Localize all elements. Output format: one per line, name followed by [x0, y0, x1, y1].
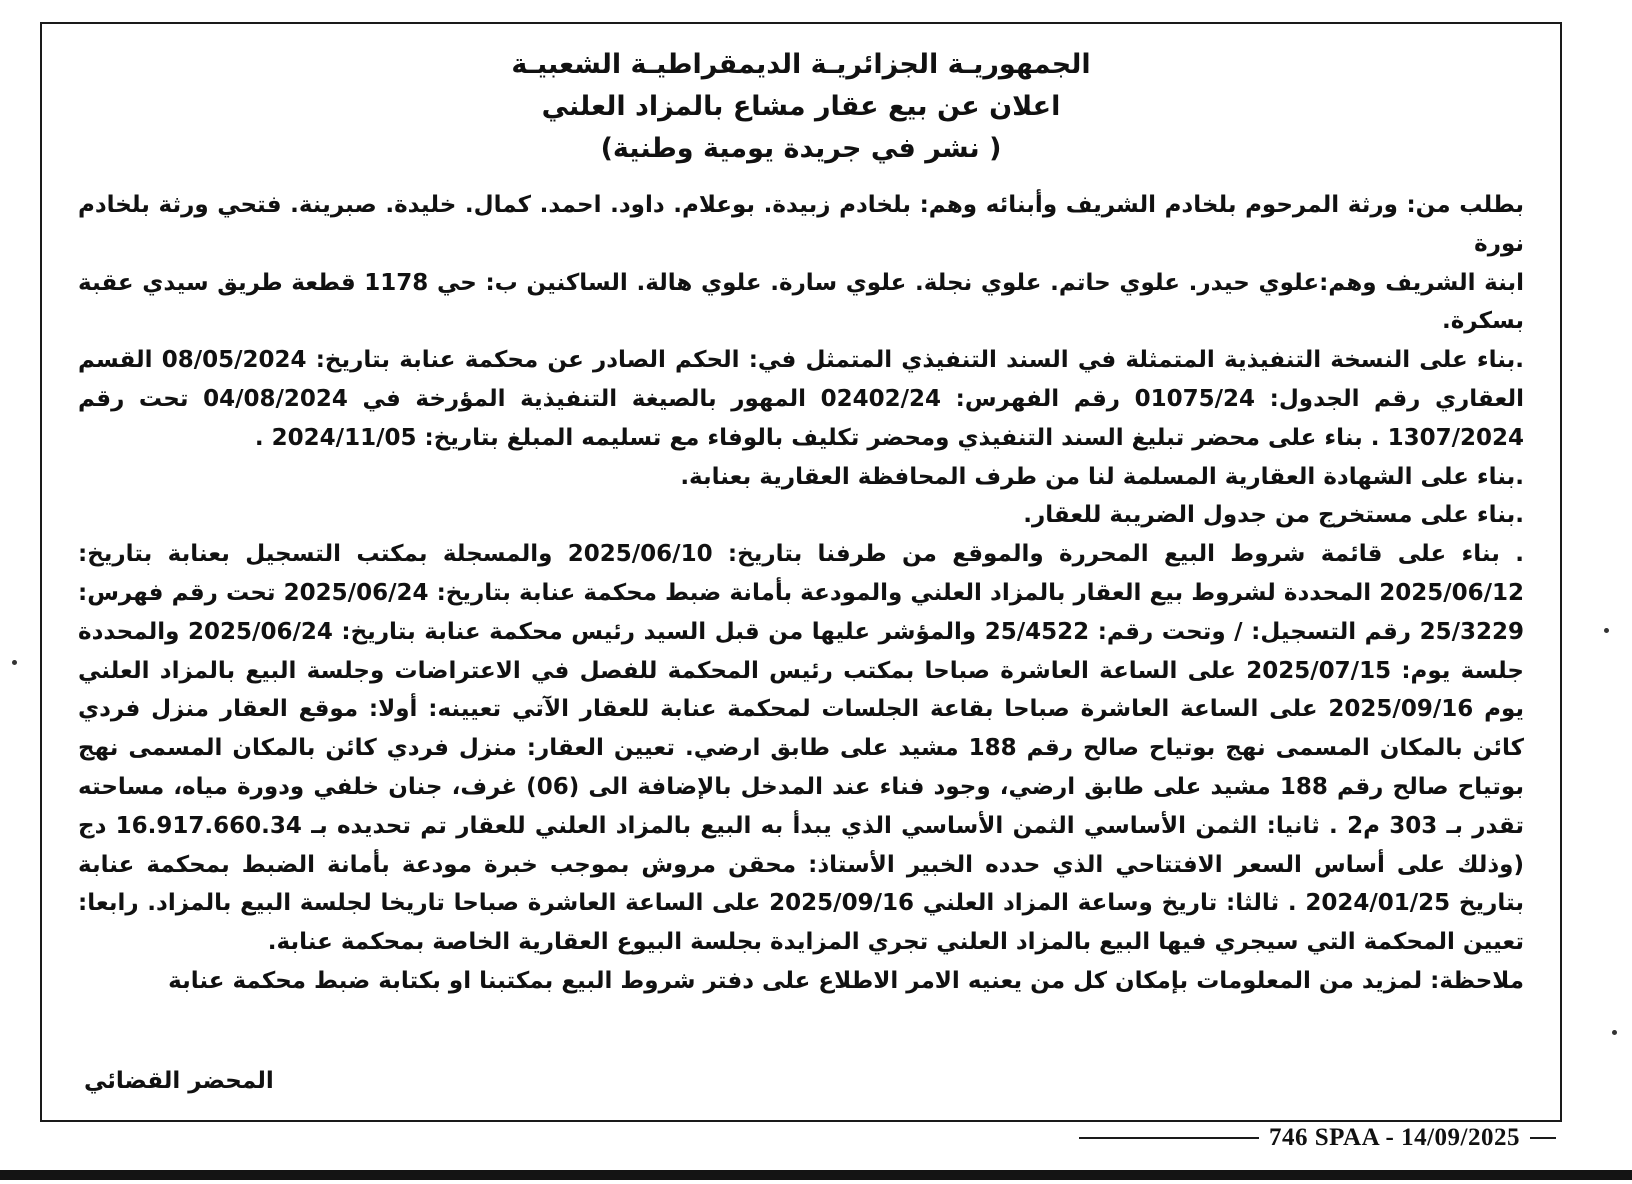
paragraph-heirs-address: ابنة الشريف وهم:علوي حيدر. علوي حاتم. علوي نجلة. علوي سارة. علوي هالة. الساكنين ب: حي 1178 قطعة طريق سيدي عقبة بسكرة. — [78, 269, 1524, 335]
header-title: اعلان عن بيع عقار مشاع بالمزاد العلني — [541, 91, 1061, 122]
paragraph-tax-extract: .بناء على مستخرج من جدول الضريبة للعقار. — [1023, 502, 1524, 529]
paragraph-sale-conditions: . بناء على قائمة شروط البيع المحررة والموقع من طرفنا بتاريخ: 2025/06/10 والمسجلة بمكتب التسجيل بعنابة بتاريخ: 2025/06/12 المحددة لشروط بيع العقار بالمزاد العلني والمودعة بأمانة ضبط محكمة عنابة بتاريخ: 2025/06/24 تحت رقم فهرس: 25/3229 رقم التسجيل: / وتحت رقم: 25/4522 والمؤشر عليها من قبل السيد رئيس محكمة عنابة بتاريخ: 2025/06/24 والمحددة جلسة يوم: 2025/07/15 على الساعة العاشرة صباحا بمكتب رئيس المحكمة للفصل في الاعتراضات وجلسة البيع بالمزاد العلني يوم 2025/09/16 على الساعة العاشرة صباحا بقاعة الجلسات لمحكمة عنابة للعقار الآتي تعيينه: أولا: موقع العقار منزل فردي كائن بالمكان المسمى نهج بوتياح صالح رقم 188 مشيد على طابق ارضي. تعيين العقار: منزل فردي كائن بالمكان المسمى نهج بوتياح صالح رقم 188 مشيد على طابق ارضي، وجود فناء عند المدخل بالإضافة الى (06) غرف، جنان خلفي ودورة مياه، مساحته تقدر بـ 303 م2 . ثانيا: الثمن الأساسي الثمن الأساسي الذي يبدأ به البيع بالمزاد العلني للعقار تم تحديده بـ 16.917.660.34 دج (وذلك على أساس السعر الافتتاحي الذي حدده الخبير الأستاذ: محقن مروش بموجب خبرة مودعة بأمانة الضبط بمحكمة عنابة بتاريخ 2024/01/25 . ثالثا: تاريخ وساعة المزاد العلني 2025/09/16 على الساعة العاشرة صباحا تاريخا لجلسة البيع بالمزاد. رابعا: تعيين المحكمة التي سيجري فيها البيع بالمزاد العلني تجري المزايدة بجلسة البيوع العقارية الخاصة بمحكمة عنابة. — [78, 541, 1525, 956]
notice-header — [42, 44, 1560, 170]
header-republic: الجمهوريـة الجزائريـة الديمقراطيـة الشعبيـة — [511, 49, 1091, 80]
paragraph-note: ملاحظة: لمزيد من المعلومات بإمكان كل من يعنيه الامر الاطلاع على دفتر شروط البيع بمكتبنا او بكتابة ضبط محكمة عنابة — [168, 967, 1524, 994]
notice-frame — [40, 22, 1562, 1122]
scan-speck — [12, 660, 17, 665]
paragraph-enforcement-copy: .بناء على النسخة التنفيذية المتمثلة في السند التنفيذي المتمثل في: الحكم الصادر عن محكمة عنابة بتاريخ: 08/05/2024 القسم العقاري رقم الجدول: 01075/24 رقم الفهرس: 02402/24 المهور بالصيغة التنفيذية المؤرخة في 04/08/2024 تحت رقم 1307/2024 . بناء على محضر تبليغ السند التنفيذي ومحضر تكليف بالوفاء مع تسليمه المبلغ بتاريخ: 2024/11/05 . — [78, 347, 1524, 451]
notice-body — [78, 186, 1524, 1001]
header-publication-note: (نشر في جريدة يومية وطنية ) — [600, 133, 1002, 164]
footer-reference: 746 SPAA - 14/09/2025 — [1268, 1124, 1520, 1151]
scan-speck — [1604, 628, 1609, 633]
signature-bailiff: المحضر القضائي — [84, 1068, 274, 1094]
paragraph-applicants: بطلب من: ورثة المرحوم بلخادم الشريف وأبنائه وهم: بلخادم زبيدة. بوعلام. داود. احمد. كمال. خليدة. صبرينة. فتحي ورثة بلخادم نورة — [78, 192, 1524, 257]
footer-rule-left — [1079, 1137, 1259, 1139]
bottom-border-bar — [0, 1170, 1632, 1180]
scan-speck — [1612, 1030, 1617, 1035]
paragraph-land-certificate: .بناء على الشهادة العقارية المسلمة لنا من طرف المحافظة العقارية بعنابة. — [680, 463, 1524, 490]
footer-rule-right — [1530, 1137, 1556, 1139]
footer-reference-row — [1079, 1124, 1556, 1152]
